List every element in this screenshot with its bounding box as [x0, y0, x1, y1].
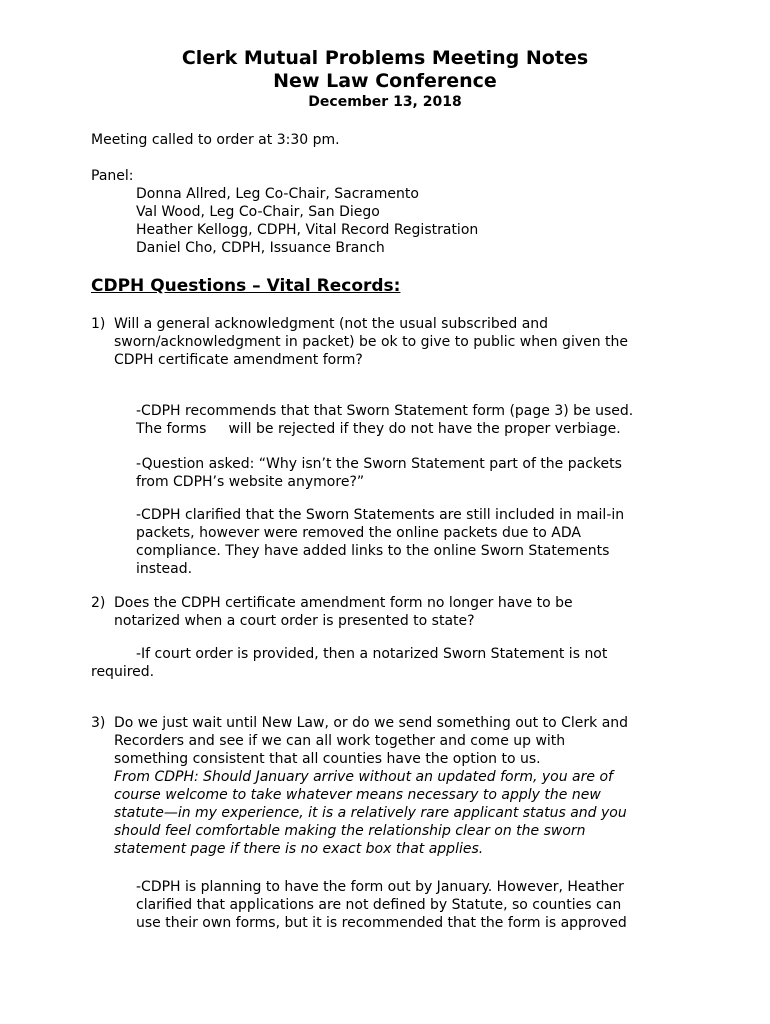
response-line: -CDPH is planning to have the form out by January. However, Heather [136, 879, 624, 895]
cdph-quote-line: From CDPH: Should January arrive without an updated form, you are of [114, 769, 613, 785]
q2-response [91, 645, 691, 681]
section-heading: CDPH Questions – Vital Records: [91, 276, 401, 296]
question-line: Will a general acknowledgment (not the usual subscribed and [114, 316, 549, 332]
panel-member: Val Wood, Leg Co-Chair, San Diego [136, 204, 380, 220]
response-line: from CDPH’s website anymore?” [136, 474, 365, 490]
question-2 [91, 594, 691, 630]
q1-response-2 [136, 455, 746, 491]
question-text [114, 594, 691, 630]
response-line: clarified that applications are not defined by Statute, so counties can [136, 897, 622, 913]
cdph-quote-line: course welcome to take whatever means necessary to apply the new [114, 787, 601, 803]
q1-response-1 [136, 402, 746, 438]
question-line: notarized when a court order is presented to state? [114, 613, 475, 629]
response-line: -CDPH clarified that the Sworn Statements are still included in mail-in [136, 507, 625, 523]
cdph-quote-line: statute—in my experience, it is a relatively rare applicant status and you [114, 805, 627, 821]
title-block [0, 47, 770, 112]
response-line [136, 420, 746, 438]
response-line: compliance. They have added links to the online Sworn Statements [136, 543, 610, 559]
question-number: 1) [91, 316, 106, 332]
panel-list [136, 185, 478, 257]
cdph-quote-line: statement page if there is no exact box that applies. [114, 841, 484, 857]
response-line: -If court order is provided, then a notarized Sworn Statement is not [136, 646, 608, 662]
call-to-order: Meeting called to order at 3:30 pm. [91, 132, 340, 148]
q1-response-3 [136, 506, 746, 578]
response-line: instead. [136, 561, 193, 577]
question-1 [91, 315, 691, 369]
question-line: Recorders and see if we can all work together and come up with [114, 733, 566, 749]
document-subtitle: New Law Conference [273, 70, 497, 92]
document-title: Clerk Mutual Problems Meeting Notes [181, 47, 589, 69]
question-number: 3) [91, 715, 106, 731]
question-number: 2) [91, 595, 106, 611]
response-line: use their own forms, but it is recommended that the form is approved [136, 915, 627, 931]
response-line: -CDPH recommends that that Sworn Statement form (page 3) be used. [136, 403, 634, 419]
panel-member: Donna Allred, Leg Co-Chair, Sacramento [136, 186, 419, 202]
question-line: Do we just wait until New Law, or do we send something out to Clerk and [114, 715, 629, 731]
question-line: Does the CDPH certificate amendment form no longer have to be [114, 595, 573, 611]
response-line: -Question asked: “Why isn’t the Sworn Statement part of the packets [136, 456, 622, 472]
question-3 [91, 714, 731, 858]
response-fragment: The forms [136, 421, 207, 437]
panel-member: Heather Kellogg, CDPH, Vital Record Registration [136, 222, 479, 238]
question-text [114, 714, 731, 858]
question-line: sworn/acknowledgment in packet) be ok to give to public when given the [114, 334, 629, 350]
question-line: CDPH certificate amendment form? [114, 352, 363, 368]
response-fragment: will be rejected if they do not have the proper verbiage. [228, 421, 621, 437]
question-text [114, 315, 691, 369]
response-line: required. [91, 664, 155, 680]
panel-label: Panel: [91, 168, 134, 184]
q3-response [136, 878, 746, 932]
response-line: packets, however were removed the online packets due to ADA [136, 525, 581, 541]
document-date: December 13, 2018 [308, 94, 462, 110]
panel-member: Daniel Cho, CDPH, Issuance Branch [136, 240, 385, 256]
question-line: something consistent that all counties have the option to us. [114, 751, 541, 767]
cdph-quote-line: should feel comfortable making the relationship clear on the sworn [114, 823, 586, 839]
